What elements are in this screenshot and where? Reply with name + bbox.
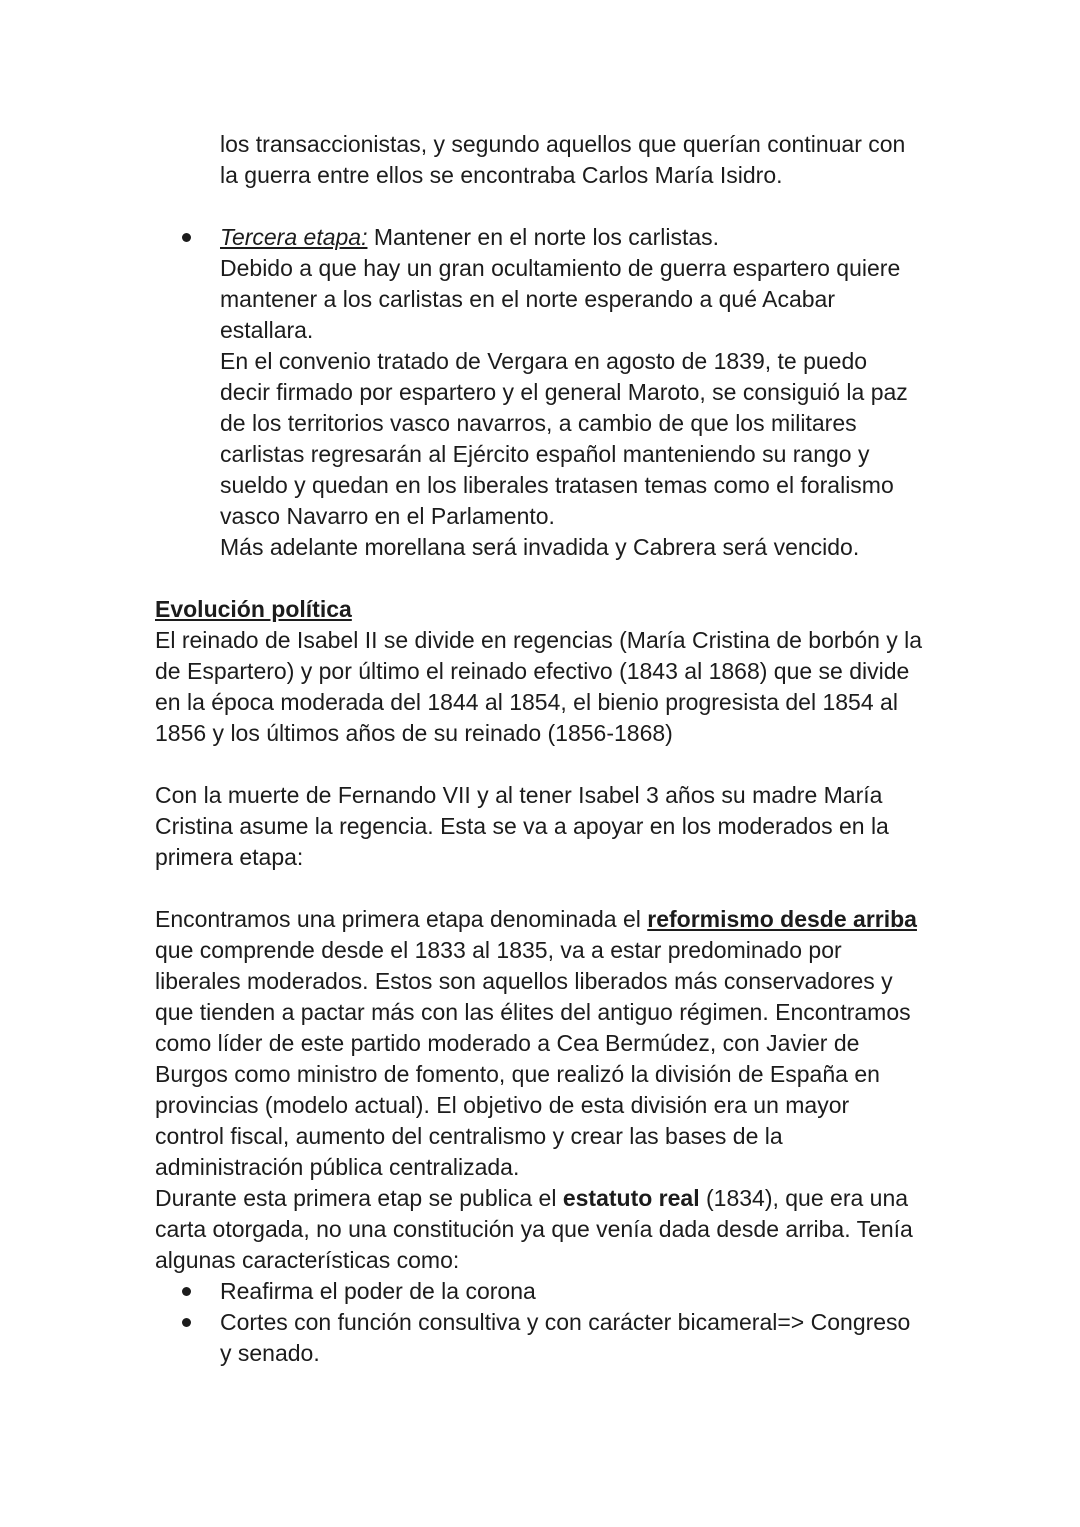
text-line — [220, 222, 1080, 253]
text-line: 1856 y los últimos años de su reinado (1856-1868) — [155, 720, 673, 746]
text-line: Reafirma el poder de la corona — [220, 1278, 536, 1304]
bullet-dot-icon — [182, 233, 191, 242]
text-line: En el convenio tratado de Vergara en agosto de 1839, te puedo — [220, 348, 868, 374]
section-heading — [155, 594, 1080, 625]
tercera-etapa-title: Mantener en el norte los carlistas. — [373, 224, 720, 250]
text-line: decir firmado por espartero y el general Maroto, se consiguió la paz — [220, 379, 908, 405]
bullet-dot-icon — [182, 1318, 191, 1327]
text-line: Cristina asume la regencia. Esta se va a apoyar en los moderados en la — [155, 813, 889, 839]
text-line: los transaccionistas, y segundo aquellos que querían continuar con — [220, 131, 906, 157]
estatuto-intro-text: Durante esta primera etap se publica el — [155, 1185, 557, 1211]
text-line: vasco Navarro en el Parlamento. — [220, 503, 555, 529]
text-line — [155, 1183, 1080, 1214]
text-line: estallara. — [220, 317, 314, 343]
list-item — [220, 1307, 1080, 1369]
intro-paragraph — [155, 594, 1080, 749]
text-line: Burgos como ministro de fomento, que realizó la división de España en — [155, 1061, 880, 1087]
text-line: control fiscal, aumento del centralismo y crear las bases de la — [155, 1123, 783, 1149]
text-line: provincias (modelo actual). El objetivo de esta división era un mayor — [155, 1092, 850, 1118]
text-line: como líder de este partido moderado a Cea Bermúdez, con Javier de — [155, 1030, 860, 1056]
text-line: algunas características como: — [155, 1247, 460, 1273]
text-line: Cortes con función consultiva y con carácter bicameral=> Congreso — [220, 1309, 911, 1335]
text-line: El reinado de Isabel II se divide en regencias (María Cristina de borbón y la — [155, 627, 923, 653]
estatuto-after-text: (1834), que era una — [706, 1185, 909, 1211]
continuation-paragraph — [220, 129, 1080, 191]
caracteristicas-list — [0, 1276, 1080, 1369]
text-line — [155, 904, 1080, 935]
text-line: primera etapa: — [155, 844, 304, 870]
bullet-dot-icon — [182, 1287, 191, 1296]
text-line: carlistas regresarán al Ejército español manteniendo su rango y — [220, 441, 870, 467]
section-heading-text: Evolución política — [155, 596, 352, 622]
reformismo-paragraph — [155, 904, 1080, 1276]
text-line: administración pública centralizada. — [155, 1154, 520, 1180]
text-line: mantener a los carlistas en el norte esperando a qué Acabar — [220, 286, 835, 312]
bullet-item-tercera-etapa — [220, 222, 1080, 563]
regencia-paragraph — [155, 780, 1080, 873]
reformismo-intro-text: Encontramos una primera etapa denominada el — [155, 906, 641, 932]
estatuto-term: estatuto real — [562, 1185, 700, 1211]
text-line: de los territorios vasco navarros, a cambio de que los militares — [220, 410, 857, 436]
text-line: Más adelante morellana será invadida y Cabrera será vencido. — [220, 534, 860, 560]
text-line: la guerra entre ellos se encontraba Carlos María Isidro. — [220, 162, 783, 188]
text-line: que comprende desde el 1833 al 1835, va a estar predominado por — [155, 937, 842, 963]
text-line: en la época moderada del 1844 al 1854, el bienio progresista del 1854 al — [155, 689, 898, 715]
text-line: Con la muerte de Fernando VII y al tener Isabel 3 años su madre María — [155, 782, 883, 808]
list-item — [220, 1276, 1080, 1307]
text-line: que tienden a pactar más con las élites del antiguo régimen. Encontramos — [155, 999, 911, 1025]
tercera-etapa-label: Tercera etapa: — [220, 224, 368, 250]
text-line: carta otorgada, no una constitución ya que venía dada desde arriba. Tenía — [155, 1216, 913, 1242]
reformismo-term: reformismo desde arriba — [647, 906, 917, 932]
text-line: y senado. — [220, 1340, 320, 1366]
text-line: sueldo y quedan en los liberales tratasen temas como el foralismo — [220, 472, 894, 498]
text-line: liberales moderados. Estos son aquellos liberados más conservadores y — [155, 968, 893, 994]
text-line: Debido a que hay un gran ocultamiento de guerra espartero quiere — [220, 255, 901, 281]
text-line: de Espartero) y por último el reinado efectivo (1843 al 1868) que se divide — [155, 658, 910, 684]
